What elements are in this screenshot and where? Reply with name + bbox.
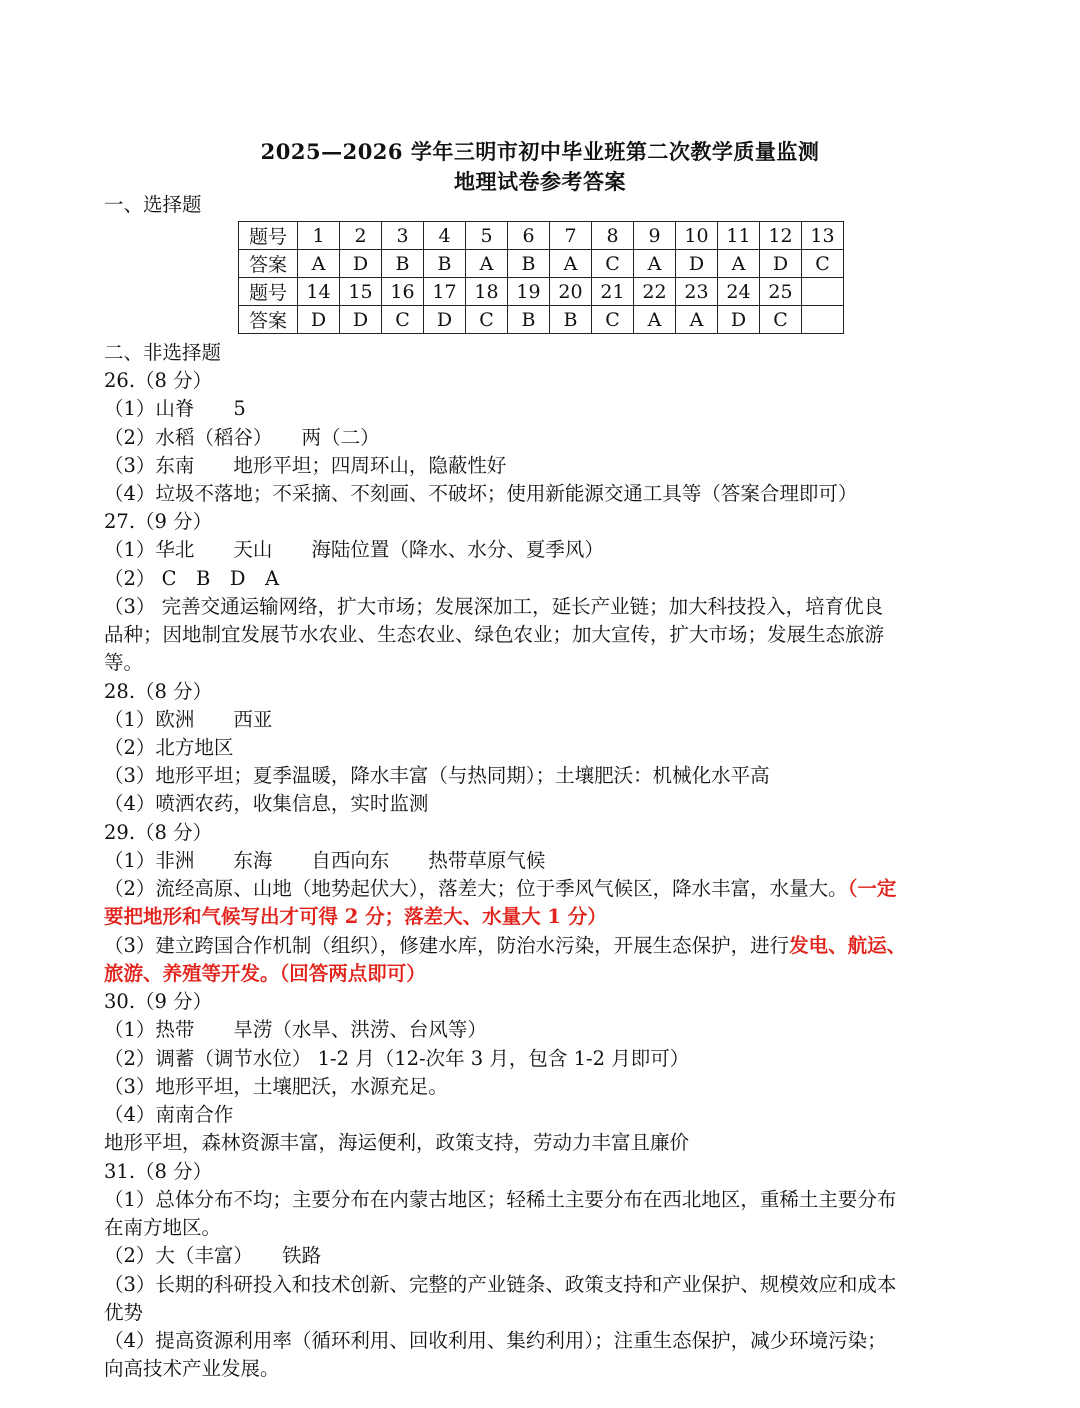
table-cell: 25 (760, 278, 802, 306)
table-cell: 20 (550, 278, 592, 306)
table-cell: A (298, 250, 340, 278)
table-cell: 9 (634, 222, 676, 250)
table-row (239, 222, 844, 250)
q27-answer-1: （1）华北 天山 海陆位置（降水、水分、夏季风） (104, 538, 604, 561)
table-cell: C (760, 306, 802, 334)
table-cell: 1 (298, 222, 340, 250)
table-cell: 3 (382, 222, 424, 250)
table-cell: 22 (634, 278, 676, 306)
table-cell: 19 (508, 278, 550, 306)
q28-answer-1: （1）欧洲 西亚 (104, 708, 273, 731)
table-cell (802, 306, 844, 334)
table-cell: A (676, 306, 718, 334)
table-cell: 13 (802, 222, 844, 250)
table-cell: 18 (466, 278, 508, 306)
exam-subtitle: 地理试卷参考答案 (454, 169, 626, 194)
table-cell: A (466, 250, 508, 278)
q31-answer-1: （1）总体分布不均；主要分布在内蒙古地区；轻稀土主要分布在西北地区，重稀土主要分布 (104, 1188, 897, 1211)
table-cell: 2 (340, 222, 382, 250)
q26-heading: 26.（8 分） (104, 369, 213, 392)
table-row (239, 278, 844, 306)
table-cell: B (550, 306, 592, 334)
q28-answer-4: （4）喷洒农药，收集信息，实时监测 (104, 792, 429, 815)
table-row-label: 题号 (239, 222, 298, 250)
q27-answer-2: （2） C B D A (104, 567, 280, 590)
table-cell: B (424, 250, 466, 278)
table-cell: C (802, 250, 844, 278)
table-cell: 16 (382, 278, 424, 306)
q30-answer-1: （1）热带 旱涝（水旱、洪涝、台风等） (104, 1018, 487, 1041)
exam-title: 2025—2026 学年三明市初中毕业班第二次教学质量监测 (260, 139, 820, 164)
table-cell: 17 (424, 278, 466, 306)
table-cell: 14 (298, 278, 340, 306)
section-heading-nonchoice: 二、非选择题 (104, 341, 222, 364)
q27-heading: 27.（9 分） (104, 510, 213, 533)
q30-answer-2: （2）调蓄（调节水位） 1-2 月（12-次年 3 月，包含 1-2 月即可） (104, 1047, 690, 1070)
q30-heading: 30.（9 分） (104, 990, 213, 1013)
q30-answer-4-detail: 地形平坦，森林资源丰富，海运便利，政策支持，劳动力丰富且廉价 (104, 1131, 690, 1154)
table-cell: D (340, 250, 382, 278)
q29-answer-3-text: （3）建立跨国合作机制（组织），修建水库，防治水污染，开展生态保护，进行 (104, 934, 790, 957)
q29-answer-2-text: （2）流经高原、山地（地势起伏大），落差大；位于季风气候区，降水丰富，水量大。 (104, 877, 848, 900)
table-cell: 12 (760, 222, 802, 250)
q27-answer-3-cont: 品种；因地制宜发展节水农业、生态农业、绿色农业；加大宣传，扩大市场；发展生态旅游 (104, 623, 885, 646)
q26-answer-4: （4）垃圾不落地；不采摘、不刻画、不破坏；使用新能源交通工具等（答案合理即可） (104, 482, 858, 505)
q30-answer-4: （4）南南合作 (104, 1103, 234, 1126)
table-cell: C (592, 250, 634, 278)
table-cell: A (550, 250, 592, 278)
table-cell: 7 (550, 222, 592, 250)
table-row-label: 题号 (239, 278, 298, 306)
table-cell: D (718, 306, 760, 334)
q31-answer-2: （2）大（丰富） 铁路 (104, 1244, 322, 1267)
q29-heading: 29.（8 分） (104, 821, 213, 844)
q31-answer-4-cont: 向高技术产业发展。 (104, 1357, 280, 1380)
table-cell: A (634, 250, 676, 278)
table-cell: 11 (718, 222, 760, 250)
table-cell (802, 278, 844, 306)
table-cell: 21 (592, 278, 634, 306)
q29-answer-3-note: 旅游、养殖等开发。（回答两点即可） (104, 962, 426, 985)
q29-scoring-note-start: （一定 (847, 877, 897, 900)
q29-answer-3 (104, 932, 984, 960)
q26-answer-3: （3）东南 地形平坦；四周环山，隐蔽性好 (104, 454, 507, 477)
q27-answer-3-end: 等。 (104, 651, 144, 674)
table-cell: 10 (676, 222, 718, 250)
q31-answer-1-cont: 在南方地区。 (104, 1216, 222, 1239)
table-row-label: 答案 (239, 306, 298, 334)
section-heading-choice: 一、选择题 (104, 193, 202, 216)
q29-scoring-note: 要把地形和气候写出才可得 2 分；落差大、水量大 1 分） (104, 905, 607, 928)
q27-answer-3: （3） 完善交通运输网络，扩大市场；发展深加工，延长产业链；加大科技投入，培育优良 (104, 595, 884, 618)
table-cell: 5 (466, 222, 508, 250)
table-cell: D (298, 306, 340, 334)
table-cell: D (340, 306, 382, 334)
q26-answer-2: （2）水稻（稻谷） 两（二） (104, 426, 380, 449)
table-cell: 4 (424, 222, 466, 250)
q28-answer-3: （3）地形平坦；夏季温暖，降水丰富（与热同期）；土壤肥沃：机械化水平高 (104, 764, 770, 787)
table-row (239, 306, 844, 334)
q31-answer-3: （3）长期的科研投入和技术创新、完整的产业链条、政策支持和产业保护、规模效应和成本 (104, 1273, 897, 1296)
q31-heading: 31.（8 分） (104, 1160, 213, 1183)
table-cell: B (508, 306, 550, 334)
q29-answer-3-highlight: 发电、航运、 (789, 934, 907, 957)
table-cell: D (676, 250, 718, 278)
q29-answer-2 (104, 875, 984, 903)
table-cell: C (382, 306, 424, 334)
table-cell: B (508, 250, 550, 278)
table-cell: A (634, 306, 676, 334)
table-cell: C (466, 306, 508, 334)
q30-answer-3: （3）地形平坦，土壤肥沃，水源充足。 (104, 1075, 448, 1098)
table-cell: A (718, 250, 760, 278)
q28-answer-2: （2）北方地区 (104, 736, 234, 759)
q26-answer-1: （1）山脊 5 (104, 397, 246, 420)
table-cell: 15 (340, 278, 382, 306)
table-row-label: 答案 (239, 250, 298, 278)
choice-answer-table (238, 221, 844, 334)
table-cell: 6 (508, 222, 550, 250)
table-cell: D (760, 250, 802, 278)
q31-answer-3-cont: 优势 (104, 1301, 144, 1324)
table-cell: B (382, 250, 424, 278)
q29-answer-1: （1）非洲 东海 自西向东 热带草原气候 (104, 849, 546, 872)
table-cell: D (424, 306, 466, 334)
q28-heading: 28.（8 分） (104, 680, 213, 703)
table-cell: 23 (676, 278, 718, 306)
table-cell: 24 (718, 278, 760, 306)
table-cell: C (592, 306, 634, 334)
table-row (239, 250, 844, 278)
table-cell: 8 (592, 222, 634, 250)
q31-answer-4: （4）提高资源利用率（循环利用、回收利用、集约利用）；注重生态保护，减少环境污染； (104, 1329, 887, 1352)
